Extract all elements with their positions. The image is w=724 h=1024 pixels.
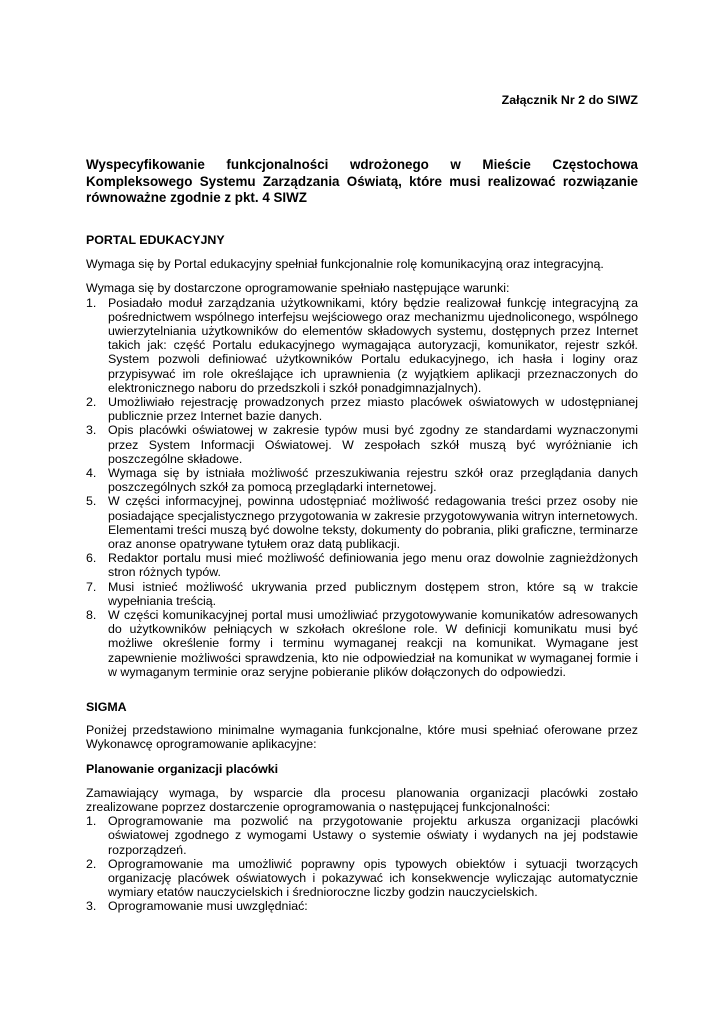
sigma-heading: SIGMA bbox=[86, 700, 127, 714]
portal-heading: PORTAL EDUKACYJNY bbox=[86, 233, 225, 247]
planning-intro: Zamawiający wymaga, by wsparcie dla procesu planowania organizacji placówki zostało zrealizowane poprzez dostarczenie oprogramowania o następującej funkcjonalności: bbox=[86, 785, 638, 815]
title-line-2: Kompleksowego Systemu Zarządzania Oświatą, które musi realizować rozwiązanie bbox=[86, 173, 638, 189]
list-item: 4. Wymaga się by istniała możliwość przeszukiwania rejestru szkół oraz przeglądania danych poszczególnych szkół za pomocą przeglądarki internetowej. bbox=[86, 466, 638, 495]
portal-conditions: Wymaga się by dostarczone oprogramowanie spełniało następujące warunki: bbox=[86, 281, 510, 296]
sigma-section bbox=[86, 700, 638, 914]
list-item: 3. Oprogramowanie musi uwzględniać: bbox=[86, 899, 308, 914]
list-item: 2. Umożliwiało rejestrację prowadzonych przez miasto placówek oświatowych w udostępnianej publicznie przez Internet bazie danych. bbox=[86, 395, 638, 424]
planning-requirements-list bbox=[86, 814, 638, 913]
annex-label: Załącznik Nr 2 do SIWZ bbox=[501, 93, 638, 107]
list-item: 8. W części komunikacyjnej portal musi umożliwiać przygotowywanie komunikatów adresowanych do użytkowników pełniących w szkołach określone role. W definicji komunikatu musi być możliwe określenie formy i terminu wymaganej reakcji na komunikat. Wymagane jest zapewnienie możliwości sprawdzenia, kto nie odpowiedział na komunikat w wymaganej formie i w wymaganym terminie oraz seryjne pobieranie plików dołączonych do odpowiedzi. bbox=[86, 608, 638, 679]
list-item: 2. Oprogramowanie ma umożliwić poprawny opis typowych obiektów i sytuacji tworzących organizację placówek oświatowych i pokazywać ich konsekwencje wyliczając automatycznie wymiary etatów nauczycielskich i średnioroczne liczby godzin nauczycielskich. bbox=[86, 856, 638, 900]
portal-section bbox=[86, 233, 638, 679]
sigma-intro: Poniżej przedstawiono minimalne wymagania funkcjonalne, które musi spełniać oferowane przez Wykonawcę oprogramowanie aplikacyjne: bbox=[86, 723, 638, 752]
list-item: 1. Posiadało moduł zarządzania użytkownikami, który będzie realizował funkcję integracyjną za pośrednictwem wspólnego interfejsu wejściowego oraz mechanizmu ujednoliconego, wspólnego uwierzytelniania użytkowników do elementów składowych systemu, dostępnych przez Internet takich jak: część Portalu edukacyjnego wymagająca autoryzacji, komunikator, rejestr szkół. System pozwoli definiować użytkowników Portalu edukacyjnego, ich hasła i loginy oraz przypisywać im role określające ich uprawnienia (z wyjątkiem aplikacji przeznaczonych do elektronicznego naboru do przedszkoli i szkół ponadgimnazjalnych). bbox=[86, 295, 638, 395]
planning-subheading: Planowanie organizacji placówki bbox=[86, 761, 279, 776]
list-item: 7. Musi istnieć możliwość ukrywania przed publicznym dostępem stron, które są w trakcie wypełniania treścią. bbox=[86, 579, 638, 608]
portal-requirements-list bbox=[86, 296, 638, 679]
list-item: 5. W części informacyjnej, powinna udostępniać możliwość redagowania treści przez osoby nie posiadające specjalistycznego przygotowania w zakresie przygotowywania witryn internetowych. Elementami treści muszą być dowolne teksty, dokumenty do pobrania, pliki graficzne, terminarze oraz anonse opatrywane tytułem oraz datą publikacji. bbox=[86, 494, 638, 552]
title-line-1: Wyspecyfikowanie funkcjonalności wdrożonego w Mieście Częstochowa bbox=[86, 157, 638, 172]
list-item: 6. Redaktor portalu musi mieć możliwość definiowania jego menu oraz dowolnie zagnieżdżonych stron różnych typów. bbox=[86, 551, 638, 580]
document-title bbox=[86, 157, 638, 207]
title-line-3: równoważne zgodnie z pkt. 4 SIWZ bbox=[86, 190, 307, 205]
portal-intro: Wymaga się by Portal edukacyjny spełniał funkcjonalnie rolę komunikacyjną oraz integracyjną. bbox=[86, 257, 604, 272]
list-item: 3. Opis placówki oświatowej w zakresie typów musi być zgodny ze standardami wyznaczonymi przez System Informacji Oświatowej. W zespołach szkół muszą być wyróżnianie ich poszczególne składowe. bbox=[86, 423, 638, 466]
list-item: 1. Oprogramowanie ma pozwolić na przygotowanie projektu arkusza organizacji placówki oświatowej zgodnego z wymogami Ustawy o systemie oświaty i wydanych na jej podstawie rozporządzeń. bbox=[86, 814, 638, 857]
